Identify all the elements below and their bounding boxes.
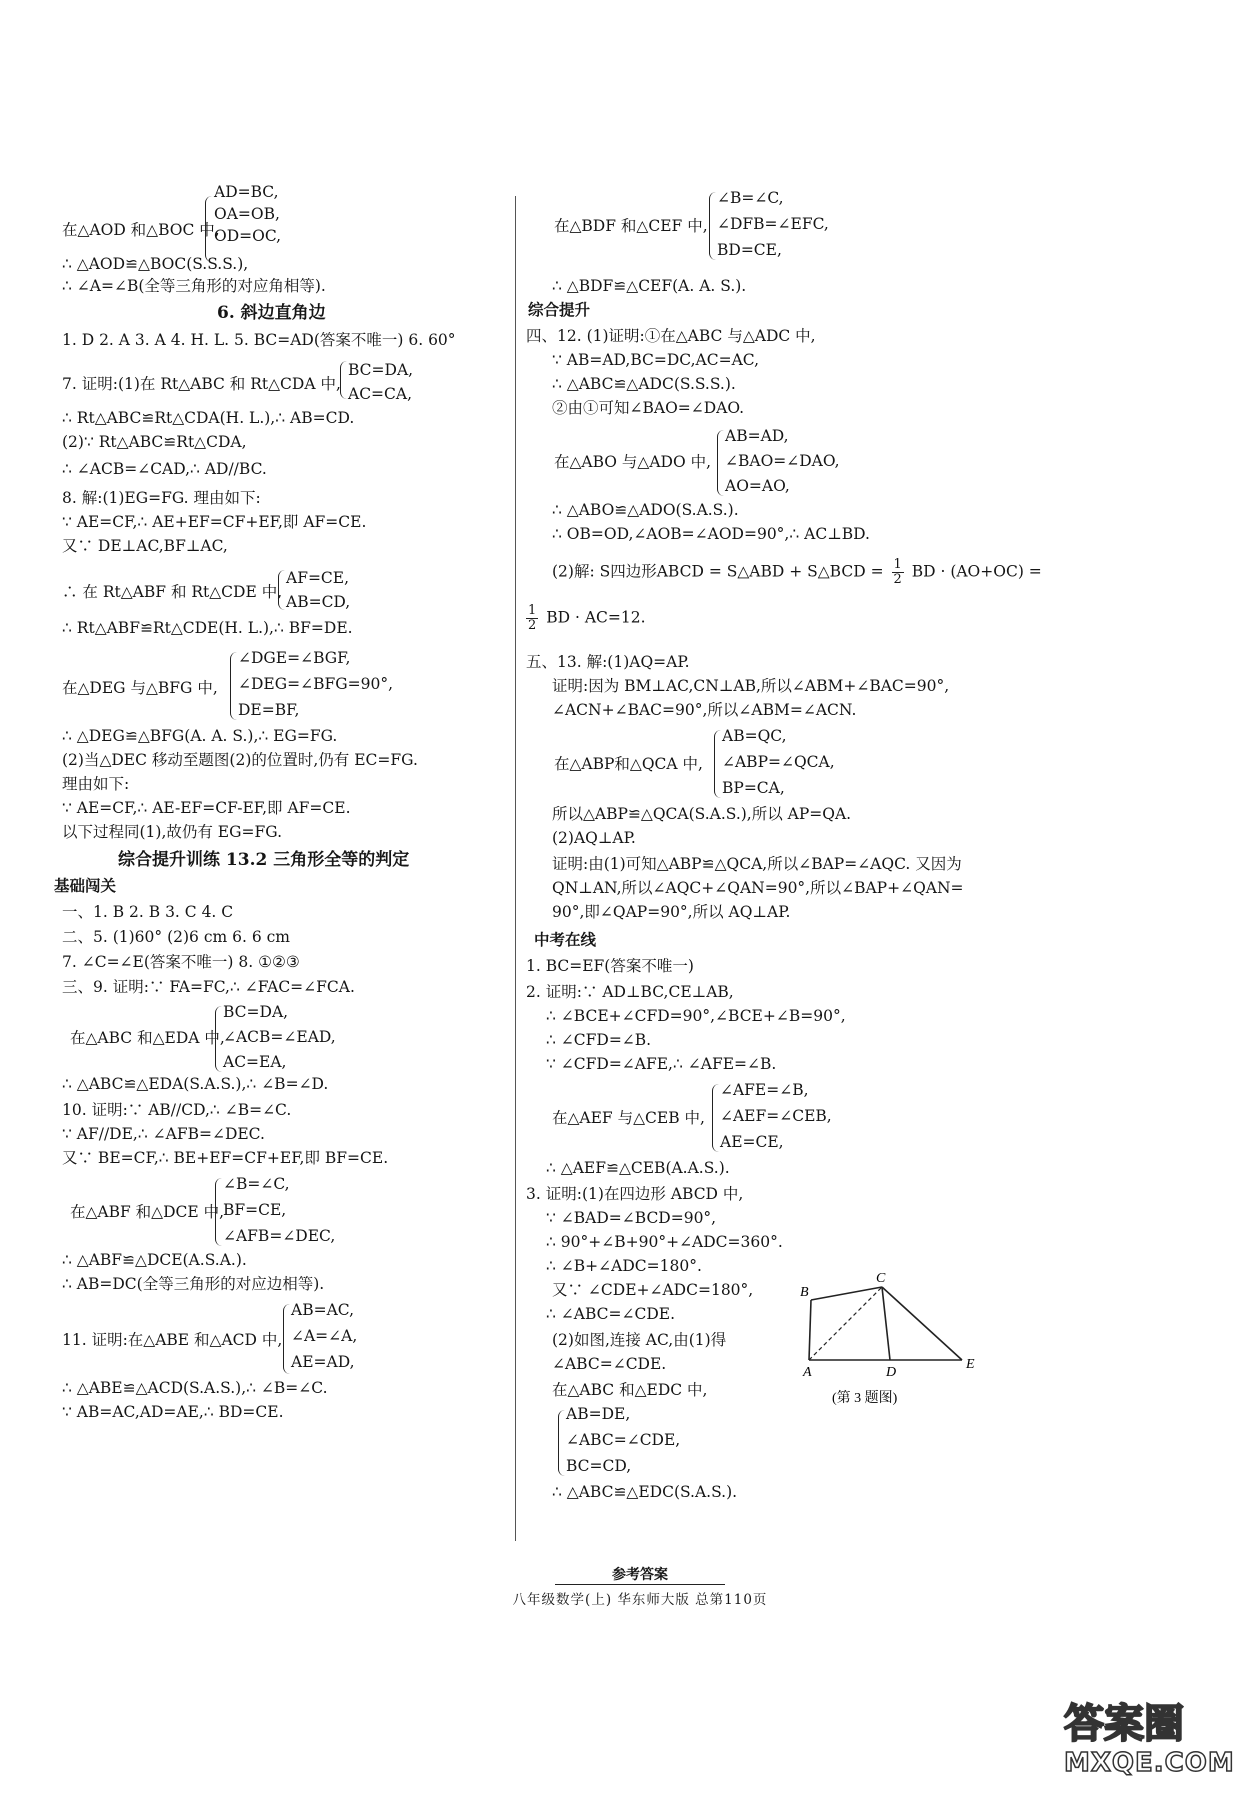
line: ∵ AE=CF,∴ AE+EF=CF+EF,即 AF=CE. <box>62 513 367 531</box>
section-heading: 6. 斜边直角边 <box>217 303 326 323</box>
watermark-logo-text: 答案圈 <box>1064 1701 1184 1747</box>
line: ∴ △ABF≌△DCE(A.S.A.). <box>62 1251 247 1269</box>
line: 8. 解:(1)EG=FG. 理由如下: <box>62 489 261 507</box>
line: 三、9. 证明:∵ FA=FC,∴ ∠FAC=∠FCA. <box>62 978 355 996</box>
point-label: C <box>876 1271 886 1286</box>
line: 又∵ ∠CDE+∠ADC=180°, <box>552 1281 754 1299</box>
line: 证明:因为 BM⊥AC,CN⊥AB,所以∠ABM+∠BAC=90°, <box>552 677 950 695</box>
line: ∴ △ABE≌△ACD(S.A.S.),∴ ∠B=∠C. <box>62 1379 328 1397</box>
watermark-url: MXQE.COM <box>1064 1748 1235 1778</box>
answers-line: 1. D 2. A 3. A 4. H. L. 5. BC=AD(答案不唯一) 6. 60° <box>62 331 456 349</box>
line: ∴ AB=DC(全等三角形的对应边相等). <box>62 1275 325 1293</box>
line: 90°,即∠QAP=90°,所以 AQ⊥AP. <box>552 903 791 921</box>
column-divider <box>515 196 516 1541</box>
line: ∴ △ABC≌△ADC(S.S.S.). <box>552 375 736 393</box>
segment-cd <box>882 1287 890 1360</box>
line: (2)∵ Rt△ABC≌Rt△CDA, <box>62 433 247 451</box>
answers-line: 二、5. (1)60° (2)6 cm 6. 6 cm <box>62 928 291 946</box>
line: ∴ Rt△ABF≌Rt△CDE(H. L.),∴ BF=DE. <box>62 619 353 637</box>
point-label: D <box>886 1365 897 1380</box>
area-formula: (2)解: S四边形ABCD = S△ABD + S△BCD = $\frac{1}{2}$ BD · (AO+OC) = <box>552 557 1042 587</box>
line: (2)AQ⊥AP. <box>552 829 636 847</box>
line: ∠ABC=∠CDE. <box>552 1355 667 1373</box>
line: ∴ ∠A=∠B(全等三角形的对应角相等). <box>62 277 326 295</box>
line: 理由如下: <box>62 775 130 793</box>
line: 五、13. 解:(1)AQ=AP. <box>526 653 690 671</box>
line: 10. 证明:∵ AB//CD,∴ ∠B=∠C. <box>62 1101 292 1119</box>
area-formula-cont: $\frac{1}{2}$ BD · AC=12. <box>528 603 646 633</box>
line: ∴ △ABC≌△EDA(S.A.S.),∴ ∠B=∠D. <box>62 1075 329 1093</box>
line: ∴ △AEF≌△CEB(A.A.S.). <box>546 1159 730 1177</box>
section-heading: 综合提升训练 13.2 三角形全等的判定 <box>118 850 410 870</box>
line: ∵ AB=AD,BC=DC,AC=AC, <box>552 351 760 369</box>
line: 所以△ABP≌△QCA(S.A.S.),所以 AP=QA. <box>552 805 852 823</box>
site-watermark <box>1064 1700 1235 1796</box>
line: ∴ △AOD≌△BOC(S.S.S.), <box>62 255 249 273</box>
subsection-heading: 中考在线 <box>534 930 597 949</box>
subsection-heading: 基础闯关 <box>54 876 117 895</box>
point-label: A <box>803 1365 812 1380</box>
line: ∴ OB=OD,∠AOB=∠AOD=90°,∴ AC⊥BD. <box>552 525 870 543</box>
page-footer <box>512 1566 768 1608</box>
line: ∴ ∠BCE+∠CFD=90°,∠BCE+∠B=90°, <box>546 1007 846 1025</box>
point-label: E <box>966 1357 975 1372</box>
line: 在△ABC 和△EDC 中, <box>552 1381 708 1399</box>
line: QN⊥AN,所以∠AQC+∠QAN=90°,所以∠BAP+∠QAN= <box>552 879 964 897</box>
line: 3. 证明:(1)在四边形 ABCD 中, <box>526 1185 744 1203</box>
line: 2. 证明:∵ AD⊥BC,CE⊥AB, <box>526 983 734 1001</box>
line: 证明:由(1)可知△ABP≌△QCA,所以∠BAP=∠AQC. 又因为 <box>552 855 962 873</box>
line: (2)当△DEC 移动至题图(2)的位置时,仍有 EC=FG. <box>62 751 418 769</box>
line: ∴ ∠ACB=∠CAD,∴ AD//BC. <box>62 460 267 478</box>
line: ∴ △ABO≌△ADO(S.A.S.). <box>552 501 739 519</box>
line: 1. BC=EF(答案不唯一) <box>526 957 694 975</box>
line: 又∵ DE⊥AC,BF⊥AC, <box>62 537 228 555</box>
quadrilateral-diagram <box>790 1268 990 1428</box>
footer-title: 参考答案 <box>555 1566 725 1585</box>
point-label: B <box>800 1285 809 1300</box>
geometry-figure <box>790 1268 990 1428</box>
line: ∴ ∠ABC=∠CDE. <box>546 1305 676 1323</box>
line: ∵ ∠CFD=∠AFE,∴ ∠AFE=∠B. <box>546 1055 777 1073</box>
line: 以下过程同(1),故仍有 EG=FG. <box>62 823 283 841</box>
line: ∴ △ABC≌△EDC(S.A.S.). <box>552 1483 738 1501</box>
line: ∴ 90°+∠B+90°+∠ADC=360°. <box>546 1233 783 1251</box>
segment-ba <box>809 1300 811 1360</box>
footer-info: 八年级数学(上) 华东师大版 总第110页 <box>512 1592 768 1608</box>
line: (2)如图,连接 AC,由(1)得 <box>552 1331 727 1349</box>
line: ∵ AE=CF,∴ AE-EF=CF-EF,即 AF=CE. <box>62 799 351 817</box>
segment-ce <box>882 1287 962 1360</box>
line: ∴ △BDF≌△CEF(A. A. S.). <box>552 277 747 295</box>
subsection-heading: 综合提升 <box>528 300 591 319</box>
line: ∴ △DEG≌△BFG(A. A. S.),∴ EG=FG. <box>62 727 338 745</box>
answers-line: 一、1. B 2. B 3. C 4. C <box>62 903 234 921</box>
fraction-half: $\frac{1}{2}$ <box>893 557 902 587</box>
line: ②由①可知∠BAO=∠DAO. <box>552 399 745 417</box>
line: ∵ AB=AC,AD=AE,∴ BD=CE. <box>62 1403 284 1421</box>
fraction-half: $\frac{1}{2}$ <box>528 603 537 633</box>
line: ∴ ∠CFD=∠B. <box>546 1031 652 1049</box>
line: 又∵ BE=CF,∴ BE+EF=CF+EF,即 BF=CE. <box>62 1149 389 1167</box>
figure-caption: (第 3 题图) <box>832 1391 898 1406</box>
answers-line: 7. ∠C=∠E(答案不唯一) 8. ①②③ <box>62 953 300 971</box>
line: ∠ACN+∠BAC=90°,所以∠ABM=∠ACN. <box>552 701 857 719</box>
line: ∵ ∠BAD=∠BCD=90°, <box>546 1209 717 1227</box>
line: ∴ ∠B+∠ADC=180°. <box>546 1257 702 1275</box>
line: ∵ AF//DE,∴ ∠AFB=∠DEC. <box>62 1125 265 1143</box>
line: ∴ Rt△ABC≌Rt△CDA(H. L.),∴ AB=CD. <box>62 409 355 427</box>
line: 四、12. (1)证明:①在△ABC 与△ADC 中, <box>526 327 816 345</box>
